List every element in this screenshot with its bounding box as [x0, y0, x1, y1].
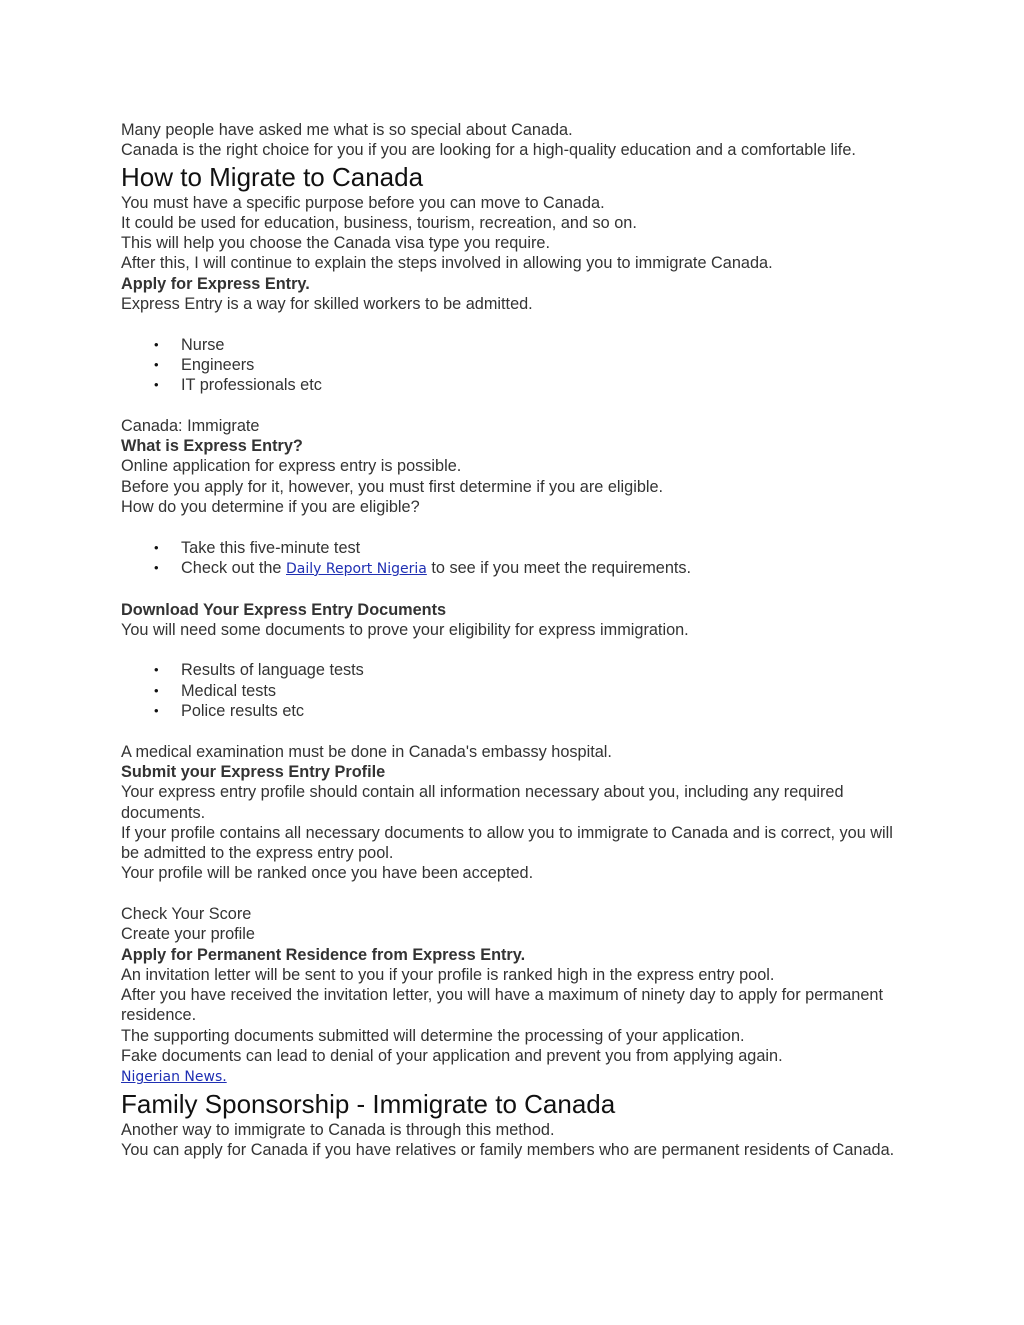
paragraph-line: Your profile will be ranked once you have been accepted. [121, 864, 534, 883]
intro-line-1: Many people have asked me what is so special about Canada. [121, 121, 573, 139]
spacer [121, 314, 911, 334]
paragraph-line: Before you apply for it, however, you must first determine if you are eligible. [121, 477, 664, 496]
list-item: • IT professionals etc [121, 375, 911, 395]
paragraph-line: After you have received the invitation letter, you will have a maximum of ninety day to apply for permanent residence. [121, 986, 883, 1025]
spacer [121, 396, 911, 416]
paragraph-line: The supporting documents submitted will determine the processing of your application. [121, 1026, 745, 1045]
list-item: • Results of language tests [121, 660, 911, 680]
list-item-text: to see if you meet the requirements. [426, 558, 692, 577]
documents-list [121, 660, 911, 721]
link-line [121, 1066, 911, 1087]
subheading-submit-profile: Submit your Express Entry Profile [121, 762, 386, 781]
list-item: • Police results etc [121, 701, 911, 721]
subheading-apply-express-entry: Apply for Express Entry. [121, 274, 310, 293]
daily-report-nigeria-link[interactable]: Daily Report Nigeria [286, 560, 427, 577]
heading-how-to-migrate: How to Migrate to Canada [121, 161, 424, 192]
paragraph-line: How do you determine if you are eligible? [121, 498, 420, 517]
subheading-download-documents: Download Your Express Entry Documents [121, 600, 447, 619]
paragraph-line: An invitation letter will be sent to you if your profile is ranked high in the express entry pool. [121, 965, 775, 984]
spacer [121, 517, 911, 537]
paragraph-line: Create your profile [121, 925, 255, 944]
paragraph-line: Check Your Score [121, 904, 252, 923]
paragraph-line: A medical examination must be done in Canada's embassy hospital. [121, 742, 612, 761]
paragraph-line: Express Entry is a way for skilled workers to be admitted. [121, 295, 533, 314]
paragraph-line: You can apply for Canada if you have relatives or family members who are permanent residents of Canada. [121, 1140, 895, 1159]
spacer [121, 884, 911, 904]
paragraph-line: Fake documents can lead to denial of your application and prevent you from applying again. [121, 1047, 783, 1066]
subheading-what-is-express-entry: What is Express Entry? [121, 437, 303, 456]
spacer [121, 721, 911, 741]
spacer [121, 579, 911, 599]
paragraph-line: If your profile contains all necessary documents to allow you to immigrate to Canada and is correct, you will be admitted to the express entry pool. [121, 823, 893, 863]
paragraph-line: Another way to immigrate to Canada is through this method. [121, 1120, 555, 1139]
list-item: • Nurse [121, 335, 911, 355]
intro-line-2: Canada is the right choice for you if you are looking for a high-quality education and a comfortable life. [121, 141, 856, 160]
spacer [121, 640, 911, 660]
document-page [121, 120, 911, 1160]
eligibility-list [121, 538, 911, 580]
list-item-text: Check out the [181, 558, 286, 577]
paragraph-line: After this, I will continue to explain the steps involved in allowing you to immigrate Canada. [121, 254, 773, 273]
paragraph-line: Your express entry profile should contain all information necessary about you, including any required documents. [121, 783, 844, 822]
section-label: Canada: Immigrate [121, 416, 260, 435]
subheading-permanent-residence: Apply for Permanent Residence from Express Entry. [121, 945, 526, 964]
list-item: • Engineers [121, 355, 911, 375]
nigerian-news-link[interactable]: Nigerian News. [121, 1069, 227, 1086]
paragraph-line: Online application for express entry is possible. [121, 457, 462, 476]
paragraph-line: You will need some documents to prove your eligibility for express immigration. [121, 620, 689, 639]
skilled-workers-list [121, 335, 911, 396]
paragraph-line: This will help you choose the Canada visa type you require. [121, 234, 550, 253]
list-item: • Take this five-minute test [121, 538, 911, 558]
list-item: • Medical tests [121, 681, 911, 701]
paragraph-line: It could be used for education, business, tourism, recreation, and so on. [121, 213, 637, 232]
list-item [121, 558, 911, 579]
heading-family-sponsorship: Family Sponsorship - Immigrate to Canada [121, 1088, 616, 1119]
paragraph-line: You must have a specific purpose before you can move to Canada. [121, 193, 605, 212]
